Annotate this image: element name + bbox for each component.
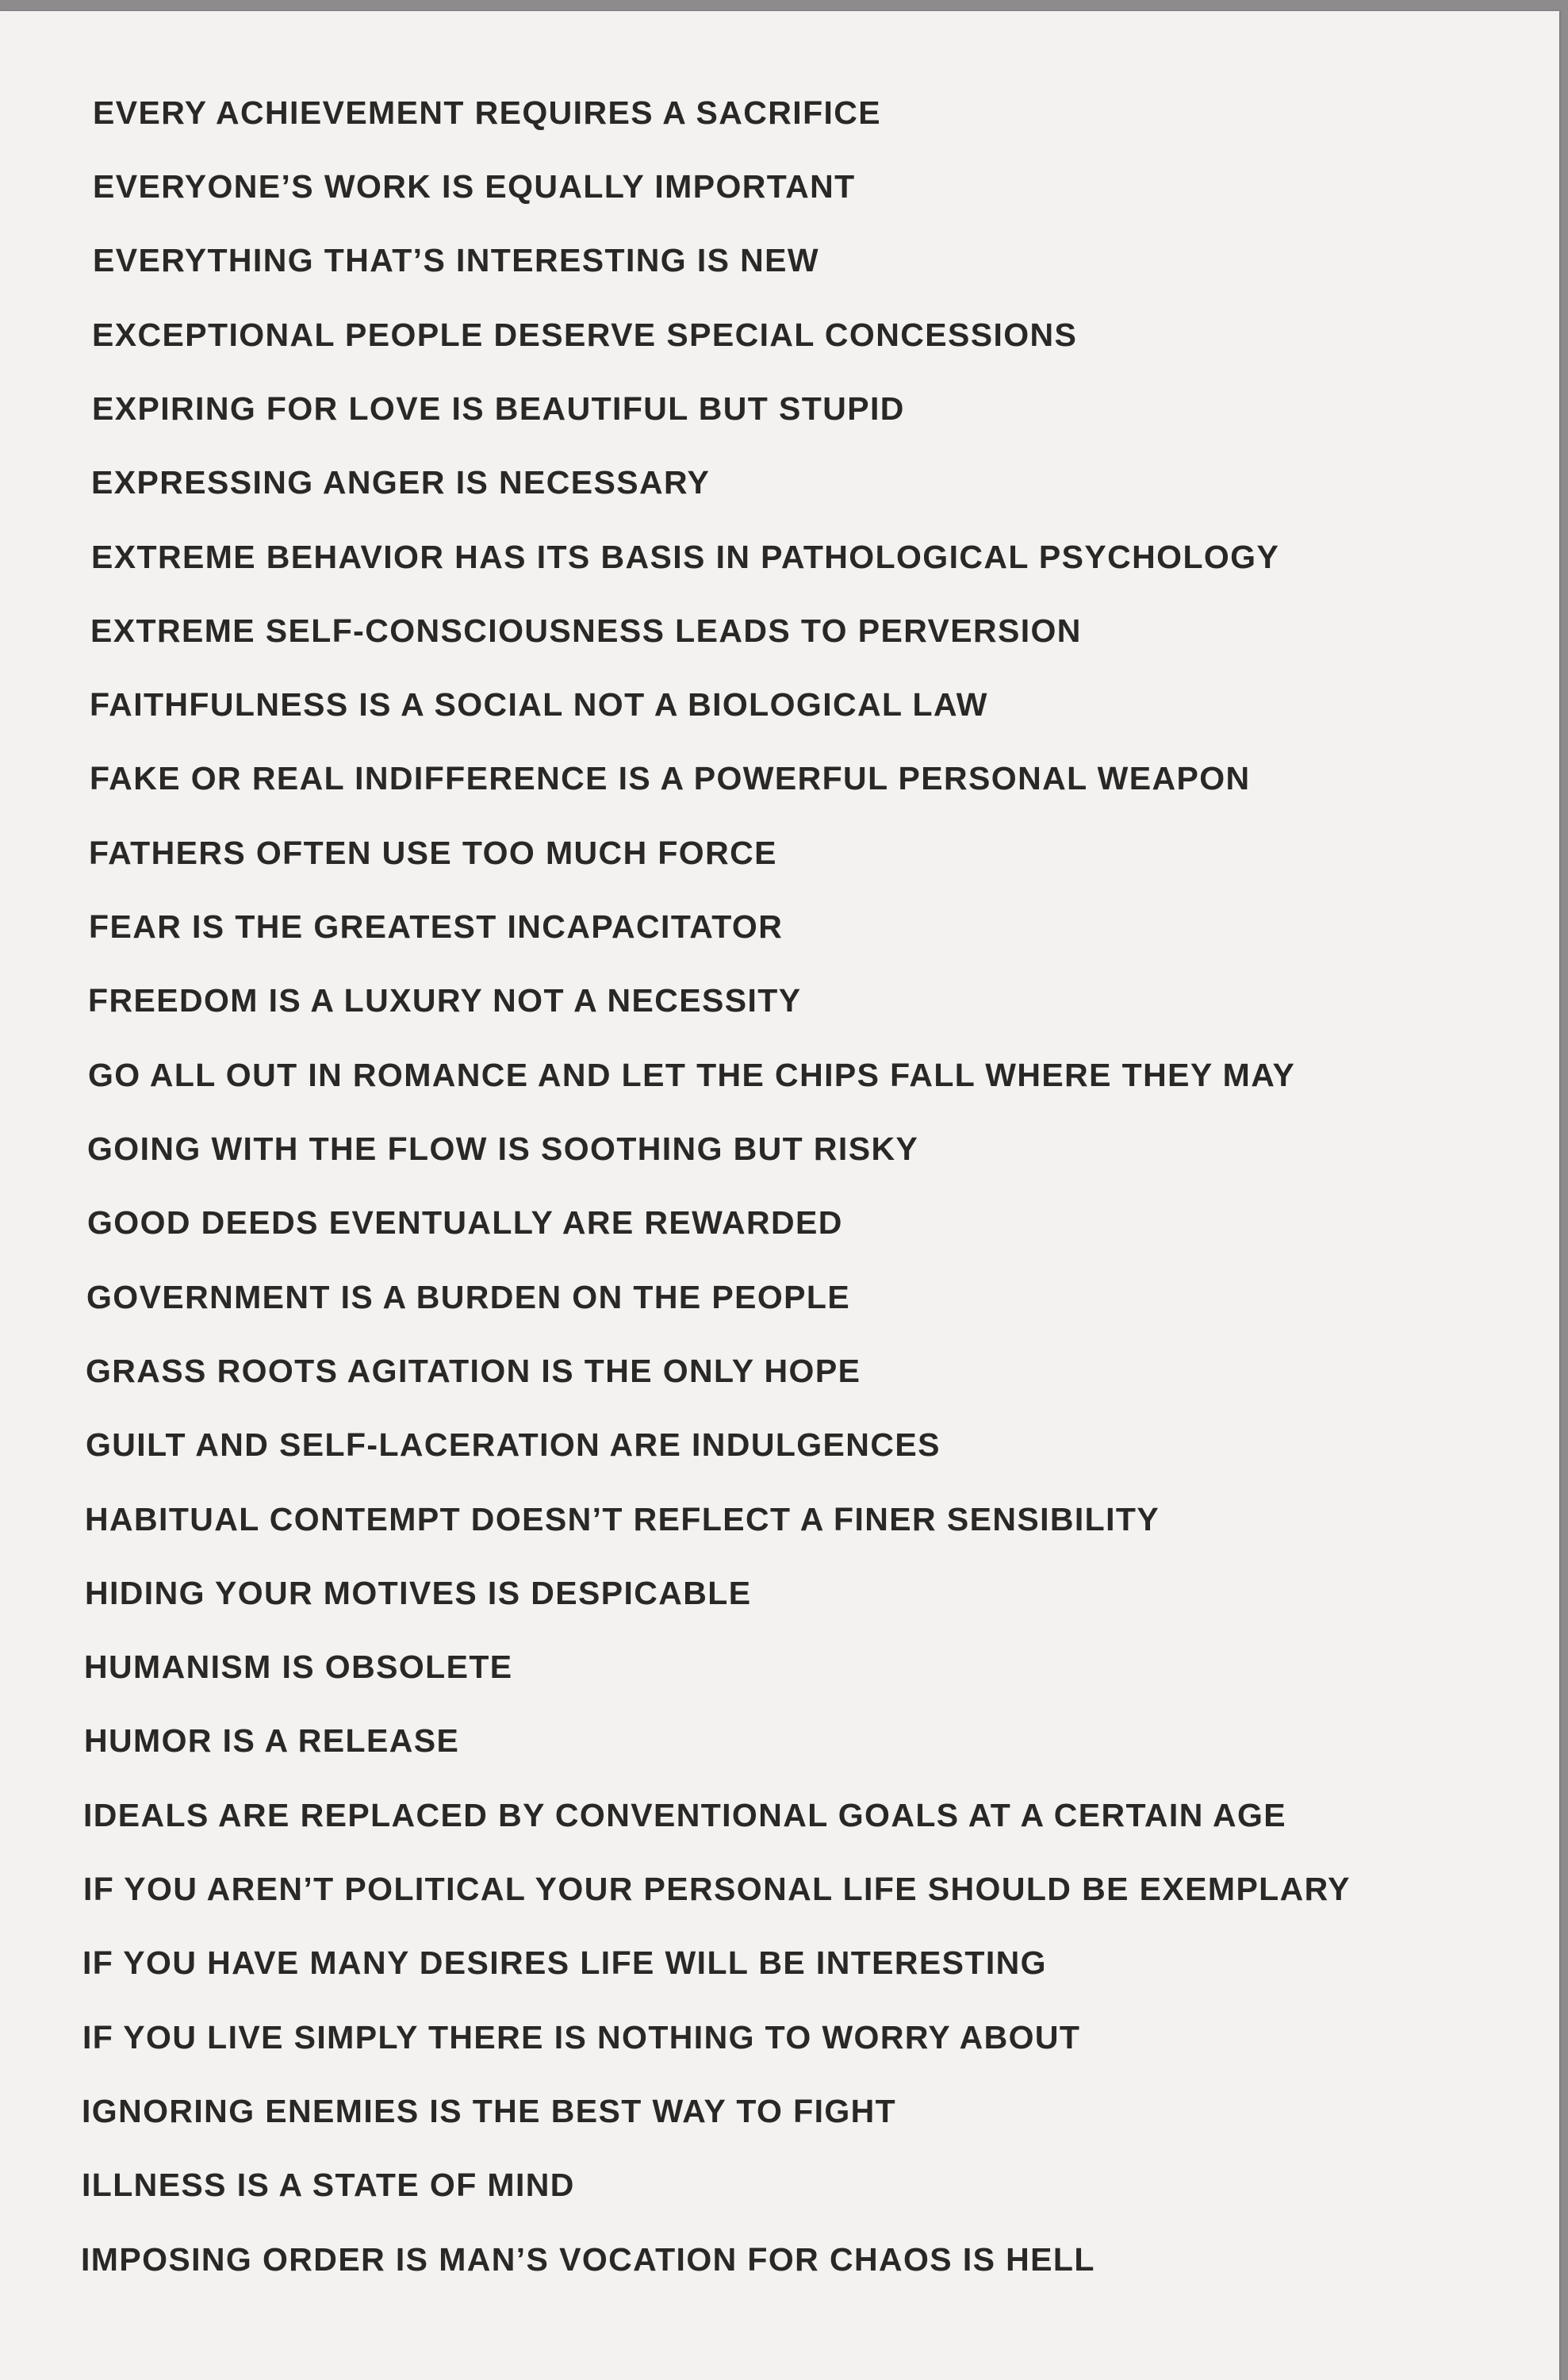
truism-line: FEAR IS THE GREATEST INCAPACITATOR <box>89 908 784 945</box>
truism-line: IF YOU AREN’T POLITICAL YOUR PERSONAL LIFE SHOULD BE EXEMPLARY <box>83 1871 1351 1907</box>
truism-line: EVERYTHING THAT’S INTERESTING IS NEW <box>93 242 820 278</box>
truism-line: EXPRESSING ANGER IS NECESSARY <box>91 464 711 501</box>
truism-line: HIDING YOUR MOTIVES IS DESPICABLE <box>85 1575 752 1611</box>
truism-line: GOING WITH THE FLOW IS SOOTHING BUT RISKY <box>87 1130 919 1167</box>
truism-line: IGNORING ENEMIES IS THE BEST WAY TO FIGHT <box>82 2093 897 2129</box>
truism-line: EVERYONE’S WORK IS EQUALLY IMPORTANT <box>93 168 856 205</box>
truism-line: GRASS ROOTS AGITATION IS THE ONLY HOPE <box>86 1353 861 1389</box>
truism-line: IDEALS ARE REPLACED BY CONVENTIONAL GOALS AT A CERTAIN AGE <box>83 1797 1287 1833</box>
truisms-list <box>0 11 1559 2380</box>
truism-line: HABITUAL CONTEMPT DOESN’T REFLECT A FINER SENSIBILITY <box>85 1501 1160 1537</box>
truism-line: EXCEPTIONAL PEOPLE DESERVE SPECIAL CONCESSIONS <box>92 317 1078 353</box>
truism-line: HUMOR IS A RELEASE <box>84 1722 460 1759</box>
truism-line: GOOD DEEDS EVENTUALLY ARE REWARDED <box>87 1204 843 1241</box>
truism-line: EXTREME BEHAVIOR HAS ITS BASIS IN PATHOLOGICAL PSYCHOLOGY <box>91 539 1280 575</box>
truism-line: HUMANISM IS OBSOLETE <box>84 1649 513 1685</box>
truism-line: ILLNESS IS A STATE OF MIND <box>82 2167 575 2203</box>
truism-line: EVERY ACHIEVEMENT REQUIRES A SACRIFICE <box>93 94 882 131</box>
truism-line: IF YOU HAVE MANY DESIRES LIFE WILL BE INTERESTING <box>82 1944 1047 1981</box>
truism-line: FAITHFULNESS IS A SOCIAL NOT A BIOLOGICAL LAW <box>90 686 988 723</box>
truism-line: GO ALL OUT IN ROMANCE AND LET THE CHIPS FALL WHERE THEY MAY <box>88 1057 1296 1093</box>
truism-line: GOVERNMENT IS A BURDEN ON THE PEOPLE <box>86 1279 851 1315</box>
truism-line: EXTREME SELF-CONSCIOUSNESS LEADS TO PERVERSION <box>90 612 1082 649</box>
truism-line: FREEDOM IS A LUXURY NOT A NECESSITY <box>88 982 802 1019</box>
poster-sheet <box>0 11 1559 2380</box>
truism-line: GUILT AND SELF-LACERATION ARE INDULGENCES <box>86 1426 941 1463</box>
truism-line: EXPIRING FOR LOVE IS BEAUTIFUL BUT STUPID <box>92 390 905 427</box>
truism-line: IF YOU LIVE SIMPLY THERE IS NOTHING TO WORRY ABOUT <box>82 2019 1081 2056</box>
truism-line: IMPOSING ORDER IS MAN’S VOCATION FOR CHAOS IS HELL <box>81 2241 1095 2278</box>
truism-line: FATHERS OFTEN USE TOO MUCH FORCE <box>89 835 777 871</box>
truism-line: FAKE OR REAL INDIFFERENCE IS A POWERFUL PERSONAL WEAPON <box>90 760 1251 797</box>
